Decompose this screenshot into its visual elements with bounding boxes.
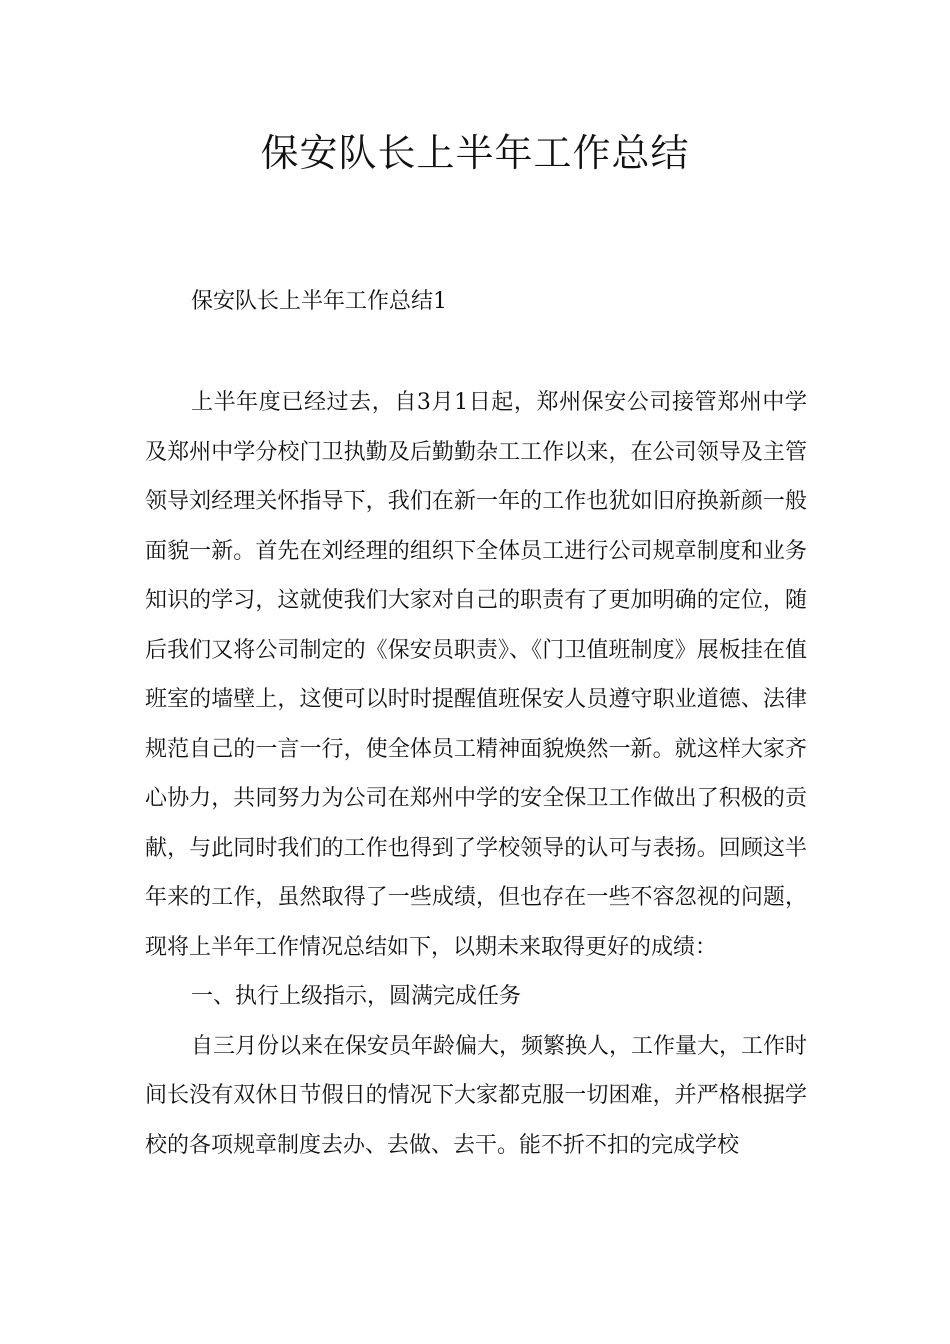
paragraph-section-1: 自三月份以来在保安员年龄偏大，频繁换人，工作量大，工作时间长没有双休日节假日的情况下大家都克服一切困难，并严格根据学校的各项规章制度去办、去做、去干。能不折不扣的完成学校 [145,1033,808,1158]
paragraph-intro: 上半年度已经过去，自3月1日起，郑州保安公司接管郑州中学及郑州中学分校门卫执勤及后勤勤杂工工作以来，在公司领导及主管领导刘经理关怀指导下，我们在新一年的工作也犹如旧府换新颜一般面貌一新。首先在刘经理的组织下全体员工进行公司规章制度和业务知识的学习，这就使我们大家对自己的职责有了更加明确的定位，随后我们又将公司制定的《保安员职责》、《门卫值班制度》展板挂在值班室的墙壁上，这便可以时时提醒值班保安人员遵守职业道德、法律规范自己的一言一行，使全体员工精神面貌焕然一新。就这样大家齐心协力，共同努力为公司在郑州中学的安全保卫工作做出了积极的贡献，与此同时我们的工作也得到了学校领导的认可与表扬。回顾这半年来的工作，虽然取得了一些成绩，但也存在一些不容忽视的问题，现将上半年工作情况总结如下，以期未来取得更好的成绩： [145,390,807,960]
section-heading-1: 一、执行上级指示，圆满完成任务 [191,984,522,1009]
section-subtitle: 保安队长上半年工作总结1 [191,289,447,314]
document-body [145,378,807,1170]
document-title: 保安队长上半年工作总结 [260,131,690,175]
